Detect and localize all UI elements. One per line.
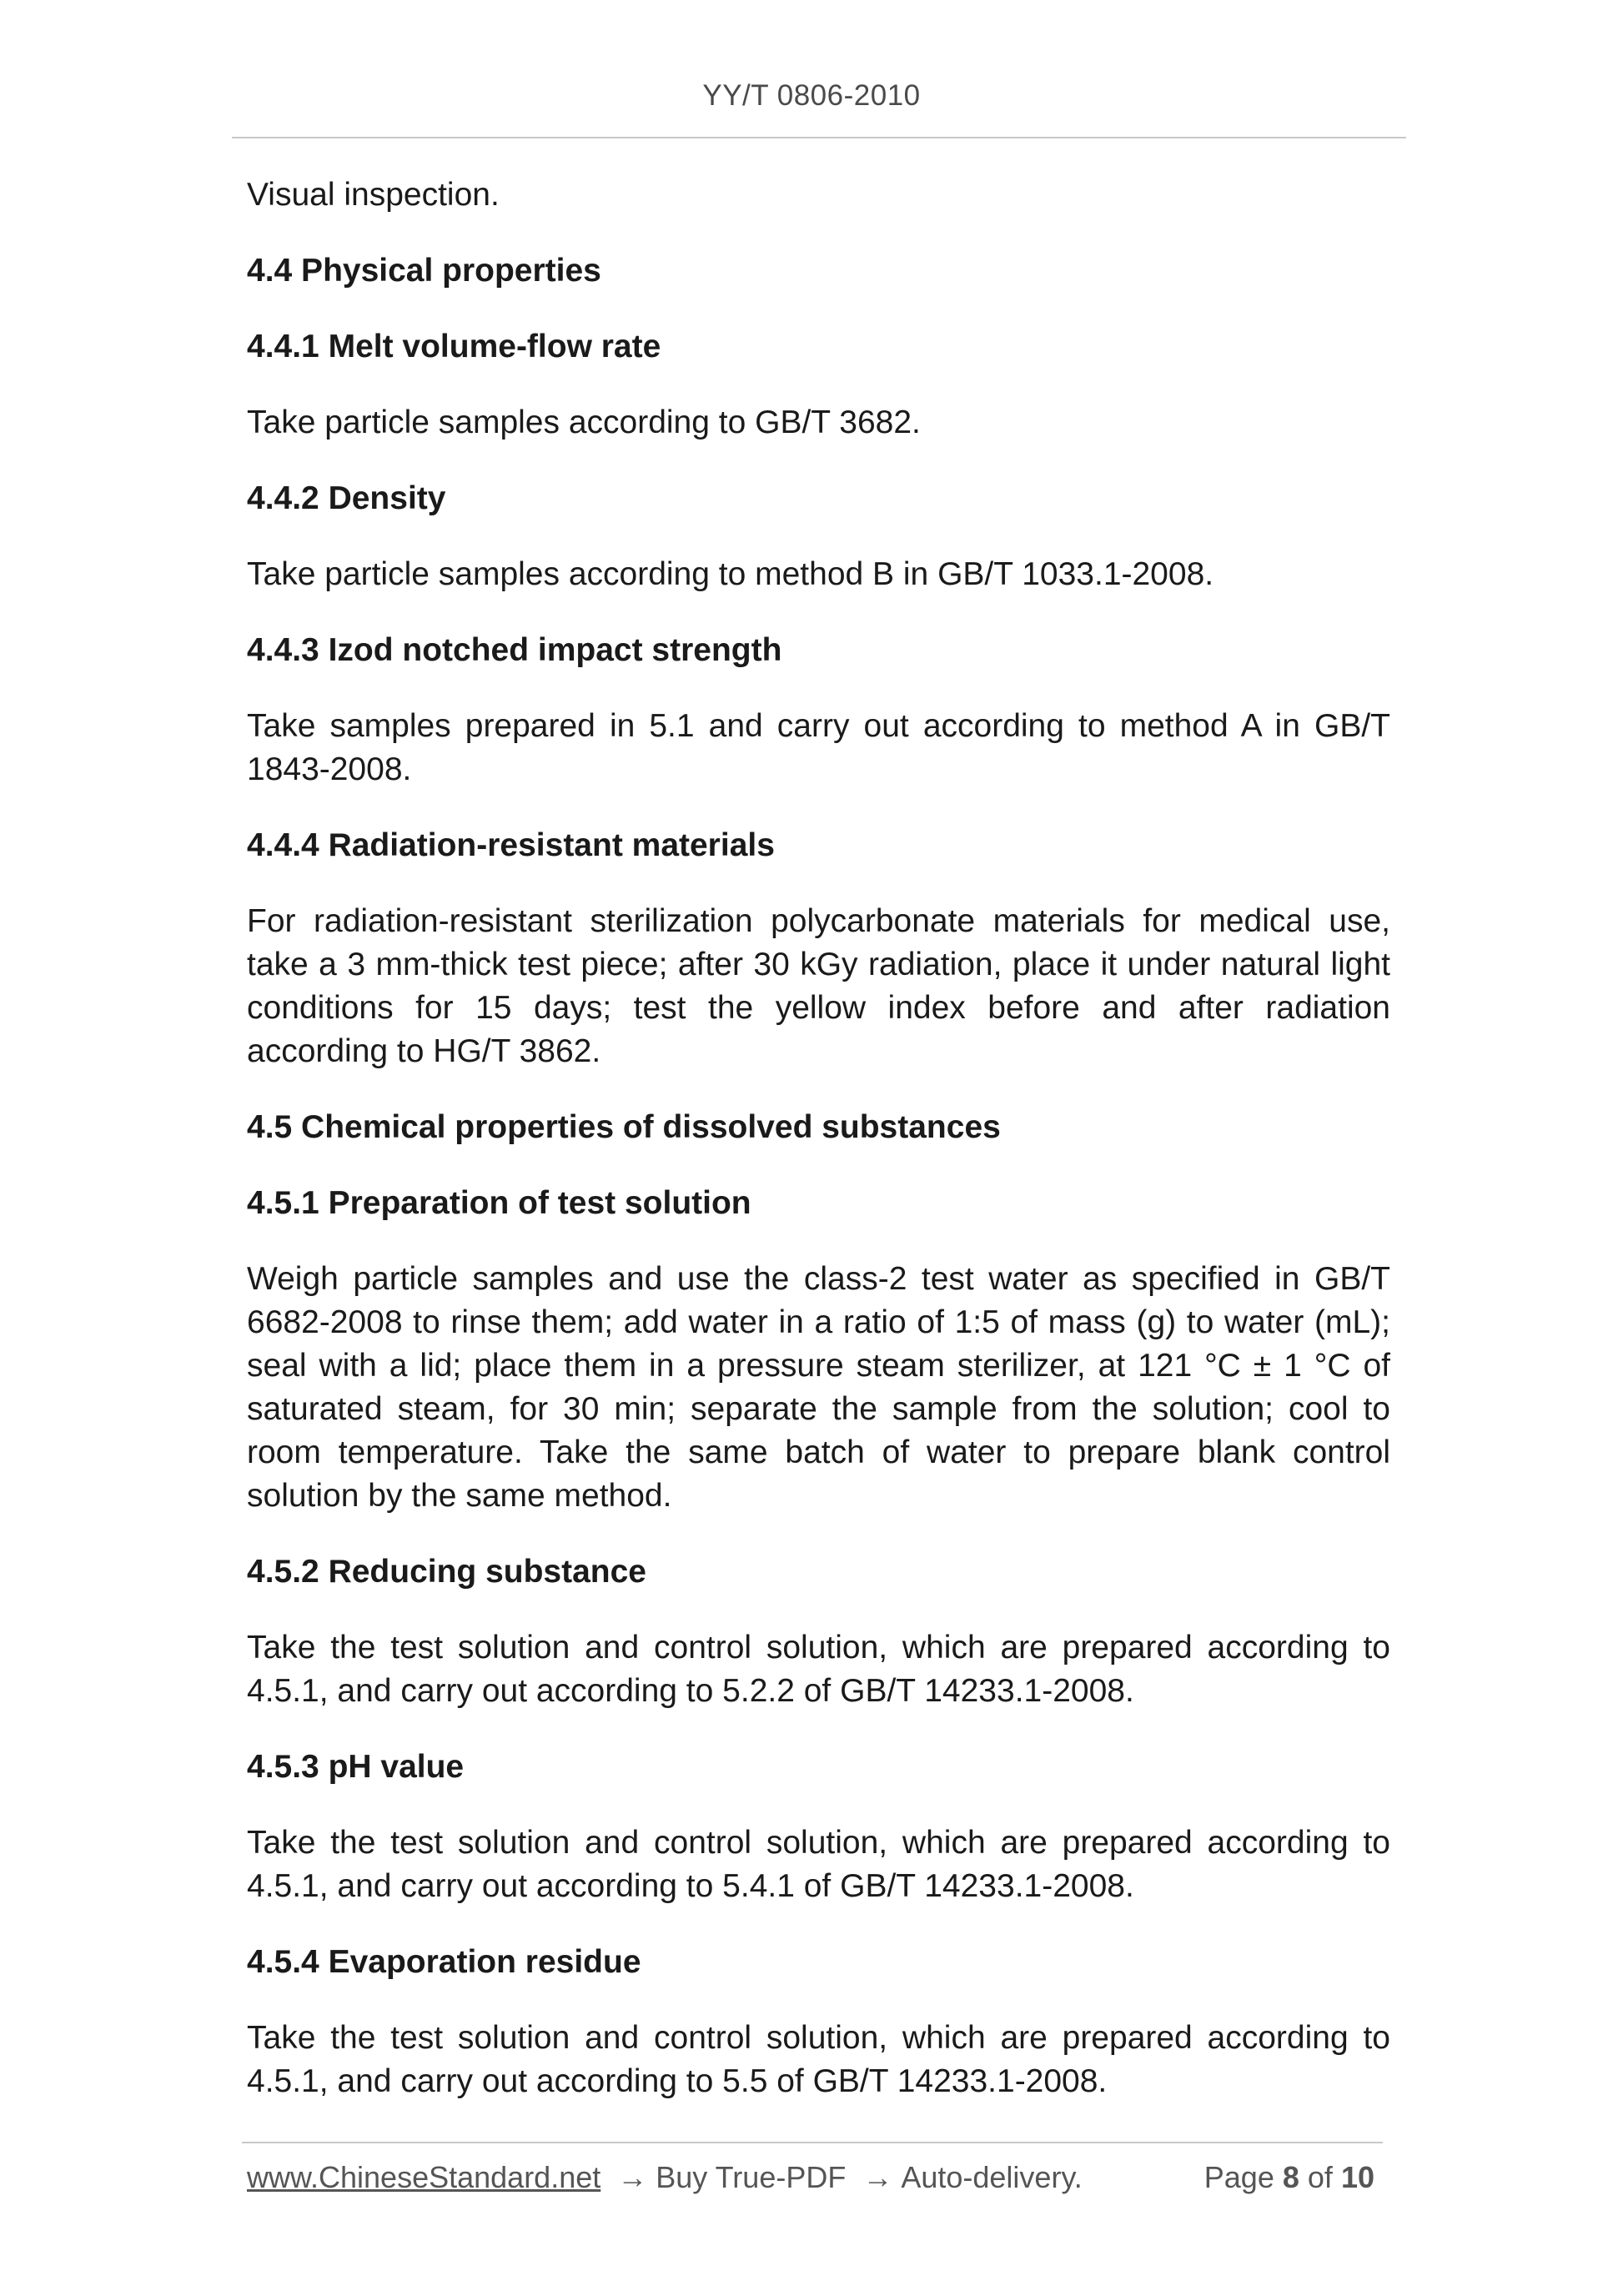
paragraph-4-4-2: Take particle samples according to method B in GB/T 1033.1-2008. [247, 556, 1214, 592]
paragraph-4-5-4: Take the test solution and control solution, which are prepared according to 4.5.1, and carry out according to 5.5 of GB/T 14233.1-2008. [247, 2020, 1390, 2099]
document-body [247, 173, 1390, 2136]
current-page-number: 8 [1282, 2160, 1299, 2194]
page-header [0, 79, 1623, 113]
heading-4-5-4: 4.5.4 Evaporation residue [247, 1944, 641, 1980]
document-id: YY/T 0806-2010 [702, 79, 921, 112]
paragraph-4-4-4: For radiation-resistant sterilization polycarbonate materials for medical use, take a 3 mm-thick test piece; after 30 kGy radiation, place it under natural light conditions for 15 days; test the yellow index before and after radiation according to HG/T 3862. [247, 903, 1390, 1069]
arrow-right-icon: → [617, 2160, 648, 2194]
paragraph-4-4-1: Take particle samples according to GB/T 3682. [247, 404, 921, 440]
heading-4-4: 4.4 Physical properties [247, 253, 601, 289]
heading-4-5-3: 4.5.3 pH value [247, 1749, 465, 1785]
auto-delivery-text: Auto-delivery. [901, 2160, 1083, 2194]
heading-4-4-4: 4.4.4 Radiation-resistant materials [247, 827, 775, 863]
header-divider [232, 137, 1406, 138]
paragraph-4-4-3: Take samples prepared in 5.1 and carry out according to method A in GB/T 1843-2008. [247, 708, 1390, 787]
total-page-count: 10 [1340, 2160, 1374, 2194]
heading-4-5-1: 4.5.1 Preparation of test solution [247, 1185, 751, 1221]
website-link[interactable]: www.ChineseStandard.net [247, 2160, 601, 2194]
buy-true-pdf-text: Buy True-PDF [656, 2160, 847, 2194]
heading-4-5: 4.5 Chemical properties of dissolved substances [247, 1109, 1001, 1145]
paragraph-4-5-1: Weigh particle samples and use the class-2 test water as specified in GB/T 6682-2008 to rinse them; add water in a ratio of 1:5 of mass (g) to water (mL); seal with a lid; place them in a pressure steam sterilizer, at 121 °C ± 1 °C of saturated steam, for 30 min; separate the sample from the solution; cool to room temperature. Take the same batch of water to prepare blank control solution by the same method. [247, 1261, 1390, 1514]
paragraph-visual-inspection: Visual inspection. [247, 177, 500, 213]
footer-promo [247, 2160, 1083, 2195]
arrow-right-icon: → [862, 2160, 893, 2194]
heading-4-4-3: 4.4.3 Izod notched impact strength [247, 632, 782, 668]
heading-4-5-2: 4.5.2 Reducing substance [247, 1554, 646, 1590]
footer-divider [242, 2142, 1383, 2143]
paragraph-4-5-3: Take the test solution and control solution, which are prepared according to 4.5.1, and carry out according to 5.4.1 of GB/T 14233.1-2008. [247, 1825, 1390, 1904]
of-label: of [1307, 2160, 1333, 2194]
paragraph-4-5-2: Take the test solution and control solution, which are prepared according to 4.5.1, and carry out according to 5.2.2 of GB/T 14233.1-2008. [247, 1630, 1390, 1709]
page-label: Page [1203, 2160, 1274, 2194]
heading-4-4-1: 4.4.1 Melt volume-flow rate [247, 329, 661, 364]
page-indicator [1204, 2160, 1374, 2195]
heading-4-4-2: 4.4.2 Density [247, 480, 446, 516]
